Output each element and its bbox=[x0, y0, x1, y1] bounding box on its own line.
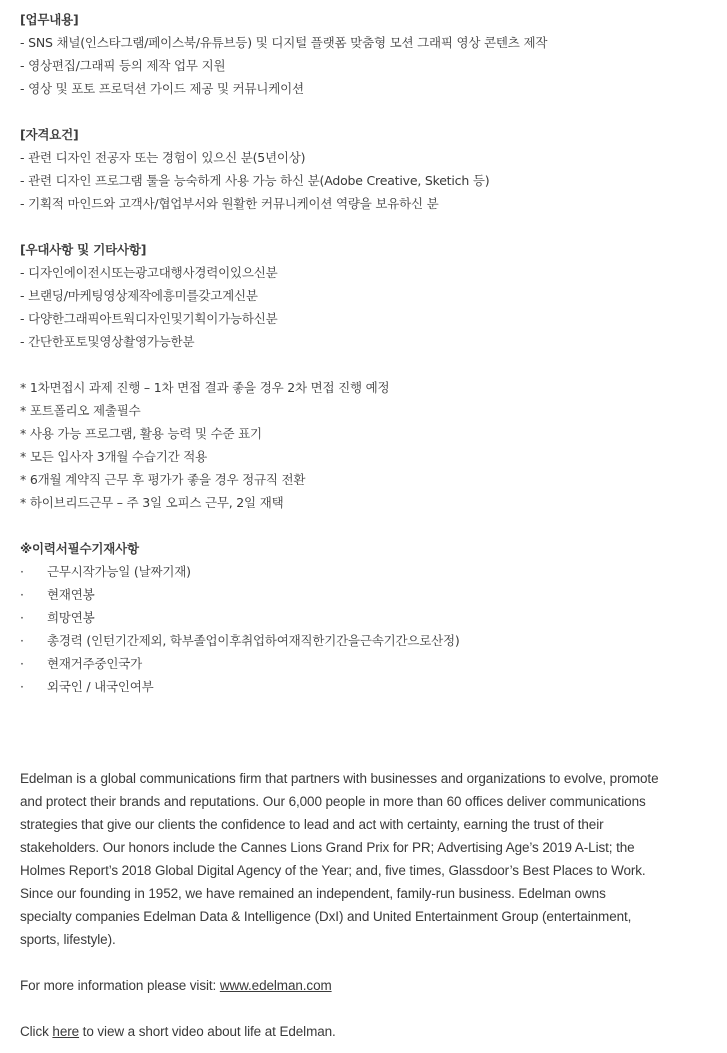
paragraph-gap bbox=[20, 951, 660, 974]
resume-item bbox=[20, 560, 727, 583]
paragraph-gap bbox=[20, 997, 660, 1020]
note-item: * 사용 가능 프로그램, 활용 능력 및 수준 표기 bbox=[20, 426, 262, 441]
section-gap bbox=[20, 514, 727, 537]
resume-item-text: 희망연봉 bbox=[47, 610, 95, 625]
edelman-website-link[interactable]: www.edelman.com bbox=[219, 978, 332, 993]
bullet-icon: · bbox=[20, 633, 24, 648]
section-gap bbox=[20, 698, 727, 744]
section-gap bbox=[20, 215, 727, 238]
duties-section bbox=[20, 8, 727, 100]
bullet-icon: · bbox=[20, 587, 24, 602]
video-here-link[interactable]: here bbox=[52, 1024, 80, 1039]
more-info-line bbox=[20, 974, 660, 997]
preferred-item: - 다양한그래픽아트웍디자인및기획이가능하신분 bbox=[20, 311, 278, 326]
more-info-prefix: For more information please visit: bbox=[20, 978, 220, 993]
requirements-item: - 관련 디자인 프로그램 툴을 능숙하게 사용 가능 하신 분(Adobe Creative, Sketich 등) bbox=[20, 173, 490, 188]
preferred-section bbox=[20, 238, 727, 353]
resume-item-text: 근무시작가능일 (날짜기재) bbox=[47, 564, 191, 579]
resume-item bbox=[20, 583, 727, 606]
bullet-icon: · bbox=[20, 656, 24, 671]
resume-item-text: 총경력 (인턴기간제외, 학부졸업이후취업하여재직한기간을근속기간으로산정) bbox=[47, 633, 460, 648]
resume-heading: ※이력서필수기재사항 bbox=[20, 541, 139, 556]
requirements-item: - 기획적 마인드와 고객사/협업부서와 원활한 커뮤니케이션 역량을 보유하신 분 bbox=[20, 196, 439, 211]
resume-section bbox=[20, 537, 727, 698]
video-prefix: Click bbox=[20, 1024, 53, 1039]
section-gap bbox=[20, 353, 727, 376]
duties-item: - 영상편집/그래픽 등의 제작 업무 지원 bbox=[20, 58, 226, 73]
section-gap bbox=[20, 744, 727, 767]
notes-section bbox=[20, 376, 727, 514]
duties-item: - 영상 및 포토 프로덕션 가이드 제공 및 커뮤니케이션 bbox=[20, 81, 304, 96]
section-gap bbox=[20, 100, 727, 123]
resume-item bbox=[20, 606, 727, 629]
requirements-item: - 관련 디자인 전공자 또는 경험이 있으신 분(5년이상) bbox=[20, 150, 306, 165]
note-item: * 하이브리드근무 – 주 3일 오피스 근무, 2일 재택 bbox=[20, 495, 284, 510]
resume-item-text: 현재연봉 bbox=[47, 587, 95, 602]
video-suffix: to view a short video about life at Edelman. bbox=[79, 1024, 336, 1039]
video-line bbox=[20, 1020, 660, 1043]
resume-item-text: 외국인 / 내국인여부 bbox=[47, 679, 154, 694]
preferred-heading: [우대사항 및 기타사항] bbox=[20, 242, 147, 257]
note-item: * 1차면접시 과제 진행 – 1차 면접 결과 좋을 경우 2차 면접 진행 예정 bbox=[20, 380, 390, 395]
about-paragraph: Edelman is a global communications firm that partners with businesses and organizations to evolve, promote and protect their brands and reputations. Our 6,000 people in more than 60 offices deliver communications strategies that give our clients the confidence to lead and act with certainty, earning the trust of their stakeholders. Our honors include the Cannes Lions Grand Prix for PR; Advertising Age’s 2019 A-List; the Holmes Report’s 2018 Global Digital Agency of the Year; and, five times, Glassdoor’s Best Places to Work. Since our founding in 1952, we have remained an independent, family-run business. Edelman owns specialty companies Edelman Data & Intelligence (DxI) and United Entertainment Group (entertainment, sports, lifestyle). bbox=[20, 771, 659, 947]
resume-item bbox=[20, 652, 727, 675]
resume-item-text: 현재거주중인국가 bbox=[47, 656, 143, 671]
resume-item bbox=[20, 675, 727, 698]
note-item: * 6개월 계약직 근무 후 평가가 좋을 경우 정규직 전환 bbox=[20, 472, 306, 487]
preferred-item: - 디자인에이전시또는광고대행사경력이있으신분 bbox=[20, 265, 278, 280]
requirements-heading: [자격요건] bbox=[20, 127, 79, 142]
requirements-section bbox=[20, 123, 727, 215]
preferred-item: - 간단한포토및영상촬영가능한분 bbox=[20, 334, 195, 349]
preferred-item: - 브랜딩/마케팅영상제작에흥미를갖고계신분 bbox=[20, 288, 258, 303]
bullet-icon: · bbox=[20, 564, 24, 579]
duties-heading: [업무내용] bbox=[20, 12, 79, 27]
duties-item: - SNS 채널(인스타그램/페이스북/유튜브등) 및 디지털 플랫폼 맞춤형 모션 그래픽 영상 콘텐츠 제작 bbox=[20, 35, 548, 50]
note-item: * 포트폴리오 제출필수 bbox=[20, 403, 141, 418]
note-item: * 모든 입사자 3개월 수습기간 적용 bbox=[20, 449, 208, 464]
about-section bbox=[20, 767, 660, 1043]
resume-item bbox=[20, 629, 727, 652]
bullet-icon: · bbox=[20, 679, 24, 694]
bullet-icon: · bbox=[20, 610, 24, 625]
